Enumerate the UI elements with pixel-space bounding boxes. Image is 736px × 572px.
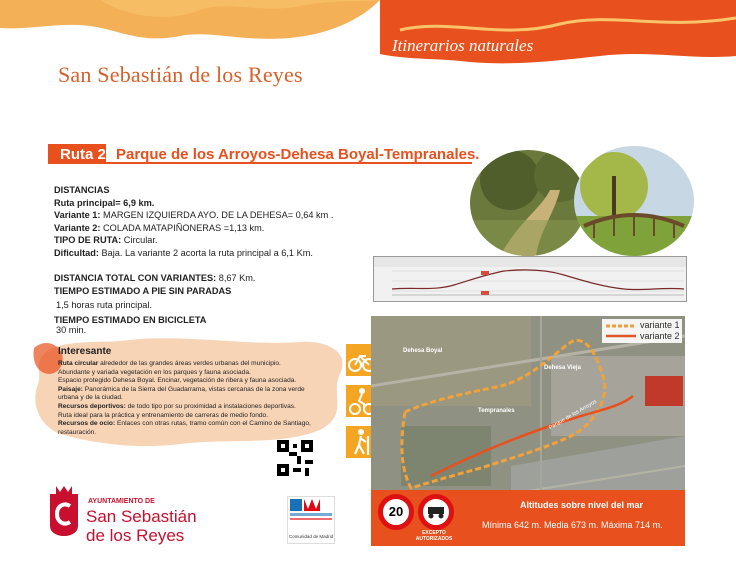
qr-code [277, 440, 313, 476]
difficulty-label: Dificultad: [54, 247, 99, 258]
map-label-dehesa-vieja: Dehesa Vieja [544, 365, 581, 371]
legend-swatches [606, 322, 636, 340]
elevation-profile [373, 256, 687, 302]
interes-l2: Abundante y variada vegetación en los parques y fauna asociada. [58, 368, 251, 376]
interes-l5: urbana y de la ciudad. [58, 394, 123, 402]
interes-l6: de todo tipo por su proximidad a instalaciones deportivas. [125, 402, 296, 410]
interesante-heading: Interesante [58, 346, 112, 357]
legend-variant1: variante 1 [640, 320, 680, 330]
map-label-dehesa-boyal: Dehesa Boyal [403, 348, 443, 354]
times-block [54, 272, 364, 335]
interes-l4-bold: Paisaje: [58, 385, 83, 393]
total-distance-value: 8,67 Km. [218, 273, 256, 283]
ayto-line2: de los Reyes [86, 526, 185, 545]
ayto-line1: San Sebastián [86, 507, 197, 526]
excepto-label: EXCEPTO AUTORIZADOS [415, 530, 453, 542]
ayuntamiento-logo-icon [46, 486, 82, 538]
interes-l9: restauración. [58, 428, 97, 436]
bike-time-value: 30 min. [56, 325, 87, 335]
walk-time-value: 1,5 horas ruta principal. [56, 300, 153, 310]
distances-block [54, 184, 364, 259]
variant2-value: COLADA MATAPIÑONERAS =1,13 km. [103, 222, 265, 233]
ayto-top: AYUNTAMIENTO DE [88, 498, 155, 505]
interes-l7: Ruta ideal para la práctica y entrenamiento de carreras de medio fondo. [58, 411, 269, 419]
cm-text: Comunidad de Madrid [288, 534, 334, 539]
map-label-parque: Parque de los Arroyos [548, 398, 598, 432]
no-vehicles-icon [418, 494, 454, 530]
route-type-value: Circular. [123, 235, 158, 245]
total-distance-label: DISTANCIA TOTAL CON VARIANTES: [54, 273, 217, 283]
photo-bridge [574, 146, 694, 256]
interes-l1: alrededor de las grandes áreas verdes urbanas del municipio. [98, 360, 281, 367]
interes-l1-bold: Ruta circular [58, 360, 99, 367]
interes-l8: Enlaces con otras rutas, tramo común con el Camino de Santiago, [115, 420, 311, 428]
legend-variant2: variante 2 [640, 331, 680, 341]
route-name: Parque de los Arroyos-Dehesa Boyal-Tempranales. [116, 146, 480, 163]
variant2-label: Variante 2: [54, 222, 101, 233]
cm-logo [287, 496, 335, 544]
bike-time-heading: TIEMPO ESTIMADO EN BICICLETA [54, 314, 207, 325]
variant1-label: Variante 1: [54, 210, 101, 220]
interes-l6-bold: Recursos deportivos: [58, 402, 126, 410]
main-route: Ruta principal= 6,9 km. [54, 197, 155, 208]
route-type-label: TIPO DE RUTA: [54, 235, 122, 245]
map-legend [602, 319, 682, 343]
difficulty-value: Baja. La variante 2 acorta la ruta principal a 6,1 Km. [101, 247, 313, 258]
page-title: San Sebastián de los Reyes [58, 62, 303, 87]
altitude-title: Altitudes sobre nivel del mar [520, 500, 644, 510]
variant1-value: MARGEN IZQUIERDA AYO. DE LA DEHESA= 0,64 km . [103, 210, 334, 220]
photo-path [470, 150, 586, 256]
interesante-text [58, 360, 338, 437]
section-title: Itinerarios naturales [392, 36, 534, 55]
altitude-values: Mínima 642 m. Media 673 m. Máxima 714 m. [482, 520, 663, 530]
interes-l8-bold: Recursos de ocio: [58, 420, 116, 428]
walk-time-heading: TIEMPO ESTIMADO A PIE SIN PARADAS [54, 285, 232, 296]
route-number: Ruta 2 [60, 146, 106, 163]
distances-heading: DISTANCIAS [54, 185, 110, 195]
interes-l4: Panorámica de la Sierra del Guadarrama, vistas cercanas de la zona verde [82, 385, 305, 393]
cm-logo-icon [288, 497, 334, 523]
speed-limit-sign: 20 [378, 494, 414, 530]
interes-l3: Espacio protegido Dehesa Boyal. Encinar, vegetación de ribera y fauna asociada. [58, 377, 297, 385]
map-label-tempranales: Tempranales [478, 408, 515, 414]
